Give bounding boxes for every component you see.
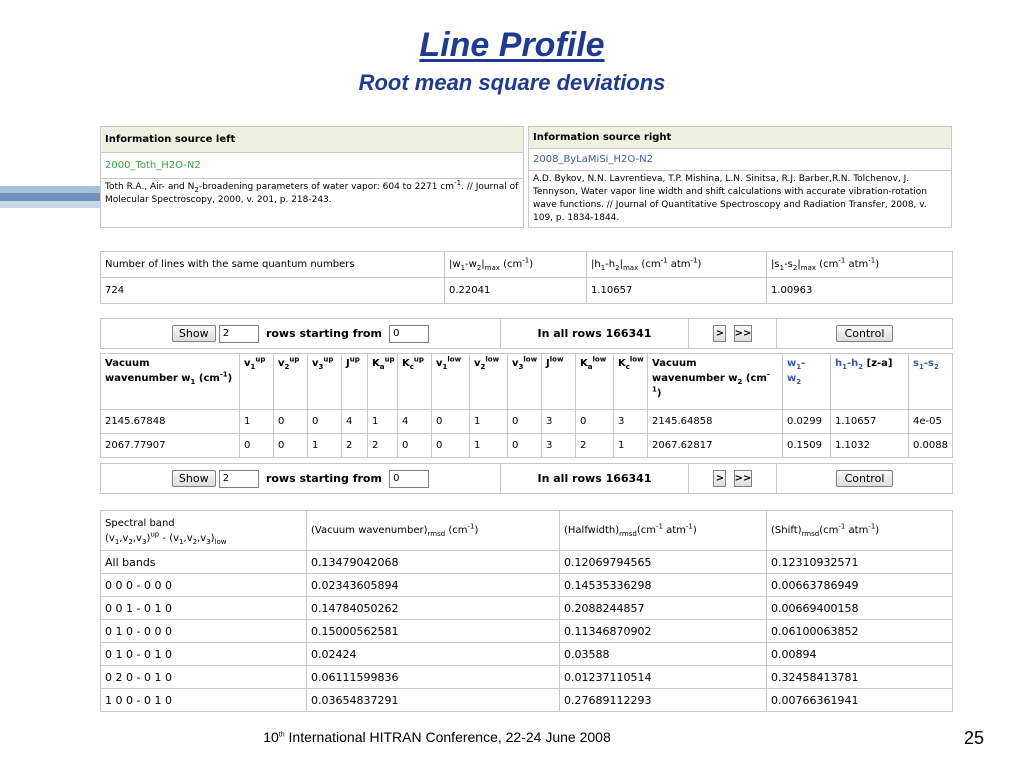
control-button[interactable]: Control bbox=[836, 470, 894, 487]
table-row: 0 1 0 - 0 1 0 0.02424 0.03588 0.00894 bbox=[101, 643, 953, 666]
info-left-name[interactable]: 2000_Toth_H2O-N2 bbox=[101, 152, 524, 178]
next-page-button[interactable]: > bbox=[713, 470, 726, 487]
info-sources bbox=[100, 126, 952, 228]
line-table-header bbox=[101, 354, 953, 410]
s-max-value: 1.00963 bbox=[767, 278, 953, 304]
rows-count-input[interactable]: 2 bbox=[219, 470, 259, 488]
lines-summary bbox=[100, 251, 952, 304]
col-kc-low: $K_c^{low}$ bbox=[614, 354, 648, 410]
h-max-value: 1.10657 bbox=[587, 278, 767, 304]
w-max-value: 0.22041 bbox=[445, 278, 587, 304]
s-max-header: $|s_1-s_2|_{max}$ ($cm^{-1}$ atm$^{-1}$) bbox=[767, 252, 953, 278]
col-v1-low: $v_1^{low}$ bbox=[432, 354, 470, 410]
decor-bar bbox=[0, 186, 100, 193]
rmsd-table bbox=[100, 510, 952, 712]
show-button[interactable]: Show bbox=[172, 470, 216, 487]
table-row: 2145.67848 1 0 0 4 1 4 0 1 0 3 0 3 2145.64858 0.0299 1.10657 4e-05 bbox=[101, 410, 953, 434]
h-max-header: $|h_1-h_2|_{max}$ ($cm^{-1}$ atm$^{-1}$) bbox=[587, 252, 767, 278]
info-source-right bbox=[528, 126, 952, 228]
col-h-diff[interactable]: $h_1-h_2$ [z-a] bbox=[831, 354, 909, 410]
info-right-header: Information source right bbox=[529, 127, 952, 149]
control-cell bbox=[777, 464, 953, 494]
rows-controls bbox=[101, 464, 501, 494]
table-row: All bands 0.13479042068 0.12069794565 0.12310932571 bbox=[101, 551, 953, 574]
col-wavenumber-rmsd: (Vacuum $wavenumber)_{rmsd}$ $(cm^{-1})$ bbox=[307, 511, 560, 551]
next-page-button[interactable]: > bbox=[713, 325, 726, 342]
rows-controls bbox=[101, 319, 501, 349]
col-shift-rmsd: $(Shift)_{rmsd}(cm^{-1}$ atm$^{-1}$) bbox=[767, 511, 953, 551]
info-left-header: Information source left bbox=[101, 127, 524, 153]
info-source-left bbox=[100, 126, 524, 228]
col-ka-up: $K_a^{up}$ bbox=[368, 354, 398, 410]
table-row: 0 0 1 - 0 1 0 0.14784050262 0.2088244857 0.00669400158 bbox=[101, 597, 953, 620]
col-w1: Vacuum wavenumber $w_1$ $(cm^{-1})$ bbox=[101, 354, 240, 410]
control-cell bbox=[777, 319, 953, 349]
pagination-top bbox=[100, 318, 952, 349]
rows-starting-label: rows starting from bbox=[265, 472, 382, 485]
table-row: 0 2 0 - 0 1 0 0.06111599836 0.01237110514 0.32458413781 bbox=[101, 666, 953, 689]
show-button[interactable]: Show bbox=[172, 325, 216, 342]
decor-bar bbox=[0, 193, 100, 201]
lines-count-value: 724 bbox=[101, 278, 445, 304]
table-row: 1 0 0 - 0 1 0 0.03654837291 0.27689112293 0.00766361941 bbox=[101, 689, 953, 712]
nav-controls bbox=[689, 319, 777, 349]
start-row-input[interactable]: 0 bbox=[389, 325, 429, 343]
col-j-low: $J^{low}$ bbox=[542, 354, 576, 410]
col-v3-up: $v_3^{up}$ bbox=[308, 354, 342, 410]
info-right-name[interactable]: 2008_ByLaMiSi_H2O-N2 bbox=[529, 149, 952, 171]
col-spectral-band: Spectral band $(v_1,v_2,v_3)^{up} - (v_1,v_2,v_3)_{low}$ bbox=[101, 511, 307, 551]
total-rows-label: In all rows 166341 bbox=[501, 319, 689, 349]
slide-title: Line Profile bbox=[419, 26, 605, 64]
table-row: 2067.77907 0 0 1 2 2 0 0 1 0 3 2 1 2067.62817 0.1509 1.1032 0.0088 bbox=[101, 434, 953, 458]
page-number: 25 bbox=[964, 728, 985, 748]
col-w2: Vacuum wavenumber $w_2$ $(cm^{-1})$ bbox=[648, 354, 783, 410]
lines-count-header: Number of lines with the same quantum numbers bbox=[101, 252, 445, 278]
last-page-button[interactable]: >> bbox=[734, 325, 752, 342]
table-row: 0 0 0 - 0 0 0 0.02343605894 0.14535336298 0.00663786949 bbox=[101, 574, 953, 597]
col-v2-low: $v_2^{low}$ bbox=[470, 354, 508, 410]
lines-summary-row bbox=[101, 278, 953, 304]
col-w-diff[interactable]: $w_1-$ $w_2$ bbox=[783, 354, 831, 410]
pagination-bottom bbox=[100, 463, 952, 494]
total-rows-label: In all rows 166341 bbox=[501, 464, 689, 494]
last-page-button[interactable]: >> bbox=[734, 470, 752, 487]
rows-starting-label: rows starting from bbox=[265, 327, 382, 340]
col-j-up: $J^{up}$ bbox=[342, 354, 368, 410]
start-row-input[interactable]: 0 bbox=[389, 470, 429, 488]
col-v2-up: $v_2^{up}$ bbox=[274, 354, 308, 410]
w-max-header: $|w_1-w_2|_{max}$ $(cm^{-1})$ bbox=[445, 252, 587, 278]
col-v1-up: $v_1^{up}$ bbox=[240, 354, 274, 410]
col-kc-up: $K_c^{up}$ bbox=[398, 354, 432, 410]
line-table bbox=[100, 353, 952, 458]
table-row: 0 1 0 - 0 0 0 0.15000562581 0.11346870902 0.06100063852 bbox=[101, 620, 953, 643]
info-right-citation: A.D. Bykov, N.N. Lavrentieva, T.P. Mishina, L.N. Sinitsa, R.J. Barber,R.N. Tolchenov, J. Tennyson, Water vapor line width and shift calculations with accurate vibration-rotation wave functions. // Journal of Quantitative Spectroscopy and Radiation Transfer, 2008, v. 109, p. 1834-1844. bbox=[529, 171, 952, 228]
nav-controls bbox=[689, 464, 777, 494]
info-left-citation: Toth R.A., Air- and $N_2$-broadening parameters of water vapor: 604 to 2271 $cm^{-1}$. // Journal of Molecular Spectroscopy, 2000, v. 201, p. 218-243. bbox=[101, 178, 524, 227]
col-v3-low: $v_3^{low}$ bbox=[508, 354, 542, 410]
lines-summary-header bbox=[101, 252, 953, 278]
col-ka-low: $K_a^{low}$ bbox=[576, 354, 614, 410]
decor-bar bbox=[0, 201, 100, 208]
col-s-diff[interactable]: $s_1-s_2$ bbox=[909, 354, 953, 410]
rmsd-header bbox=[101, 511, 953, 551]
slide-footer: 10th International HITRAN Conference, 22-24 June 2008 bbox=[263, 729, 611, 745]
rows-count-input[interactable]: 2 bbox=[219, 325, 259, 343]
control-button[interactable]: Control bbox=[836, 325, 894, 342]
slide-subtitle: Root mean square deviations bbox=[358, 70, 666, 95]
col-halfwidth-rmsd: $(Halfwidth)_{rmsd}(cm^{-1}$ atm$^{-1}$) bbox=[560, 511, 767, 551]
